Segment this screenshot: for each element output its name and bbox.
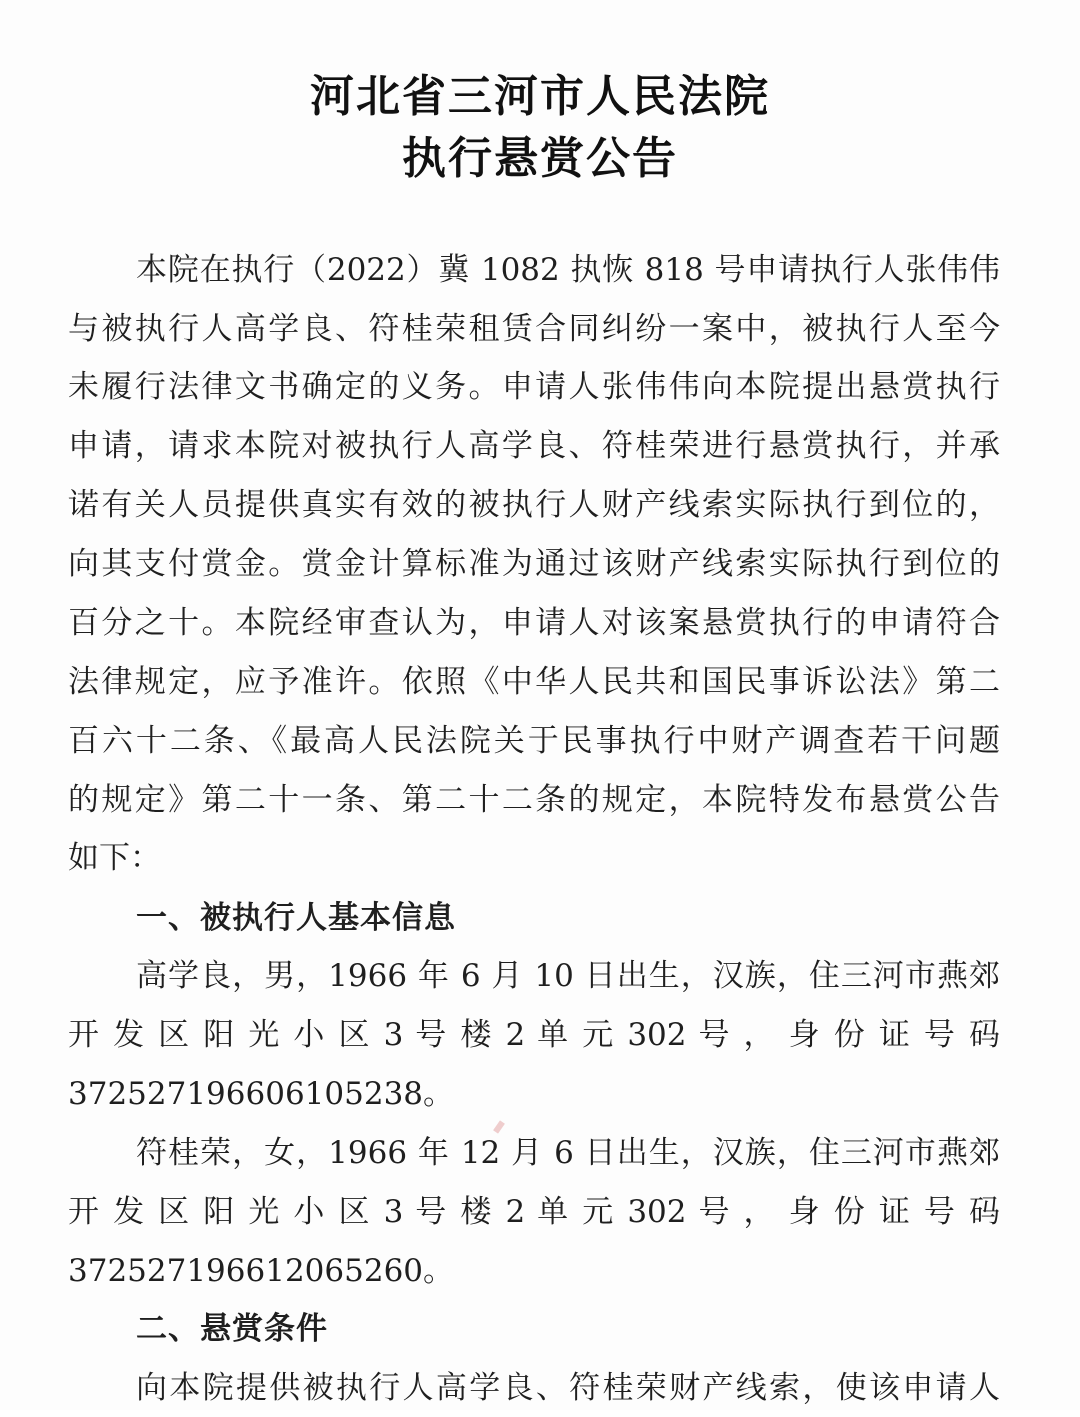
person-2-id-number: 372527196612065260。 <box>68 1253 455 1289</box>
section-2-line-1: 向本院提供被执行人高学良、符桂荣财产线索，使该申请人 <box>136 1370 1000 1406</box>
intro-line-1: 本院在执行（2022）冀 1082 执恢 818 号申请执行人张伟伟 <box>136 252 1000 288</box>
intro-line-8: 法律规定，应予准许。依照《中华人民共和国民事诉讼法》第二 <box>68 664 1000 700</box>
intro-line-7: 百分之十。本院经审查认为，申请人对该案悬赏执行的申请符合 <box>68 605 1000 641</box>
person-1-line-1: 高学良，男，1966 年 6 月 10 日出生，汉族，住三河市燕郊 <box>136 958 1000 994</box>
intro-line-10: 的规定》第二十一条、第二十二条的规定，本院特发布悬赏公告 <box>68 782 1000 818</box>
intro-line-2: 与被执行人高学良、符桂荣租赁合同纠纷一案中，被执行人至今 <box>68 311 1000 347</box>
section-2-heading: 二、悬赏条件 <box>136 1311 328 1347</box>
person-2-line-2: 开 发 区 阳 光 小 区 3 号 楼 2 单 元 302 号 ， 身 份 证 号 码 <box>68 1194 1000 1230</box>
intro-line-6: 向其支付赏金。赏金计算标准为通过该财产线索实际执行到位的 <box>68 546 1000 582</box>
intro-line-11: 如下： <box>68 840 161 876</box>
person-2-line-1: 符桂荣，女，1966 年 12 月 6 日出生，汉族，住三河市燕郊 <box>136 1135 1000 1171</box>
intro-line-4: 申请，请求本院对被执行人高学良、符桂荣进行悬赏执行，并承 <box>68 428 1000 464</box>
person-1-line-2: 开 发 区 阳 光 小 区 3 号 楼 2 单 元 302 号 ， 身 份 证 号 码 <box>68 1017 1000 1053</box>
intro-line-5: 诺有关人员提供真实有效的被执行人财产线索实际执行到位的， <box>68 487 1000 523</box>
intro-line-3: 未履行法律文书确定的义务。申请人张伟伟向本院提出悬赏执行 <box>68 369 1000 405</box>
section-1-heading: 一、被执行人基本信息 <box>136 900 456 936</box>
person-1-id-number: 372527196606105238。 <box>68 1076 455 1112</box>
intro-line-9: 百六十二条、《最高人民法院关于民事执行中财产调查若干问题 <box>68 723 1000 759</box>
notice-title: 执行悬赏公告 <box>402 133 678 184</box>
court-name-title: 河北省三河市人民法院 <box>310 71 770 122</box>
